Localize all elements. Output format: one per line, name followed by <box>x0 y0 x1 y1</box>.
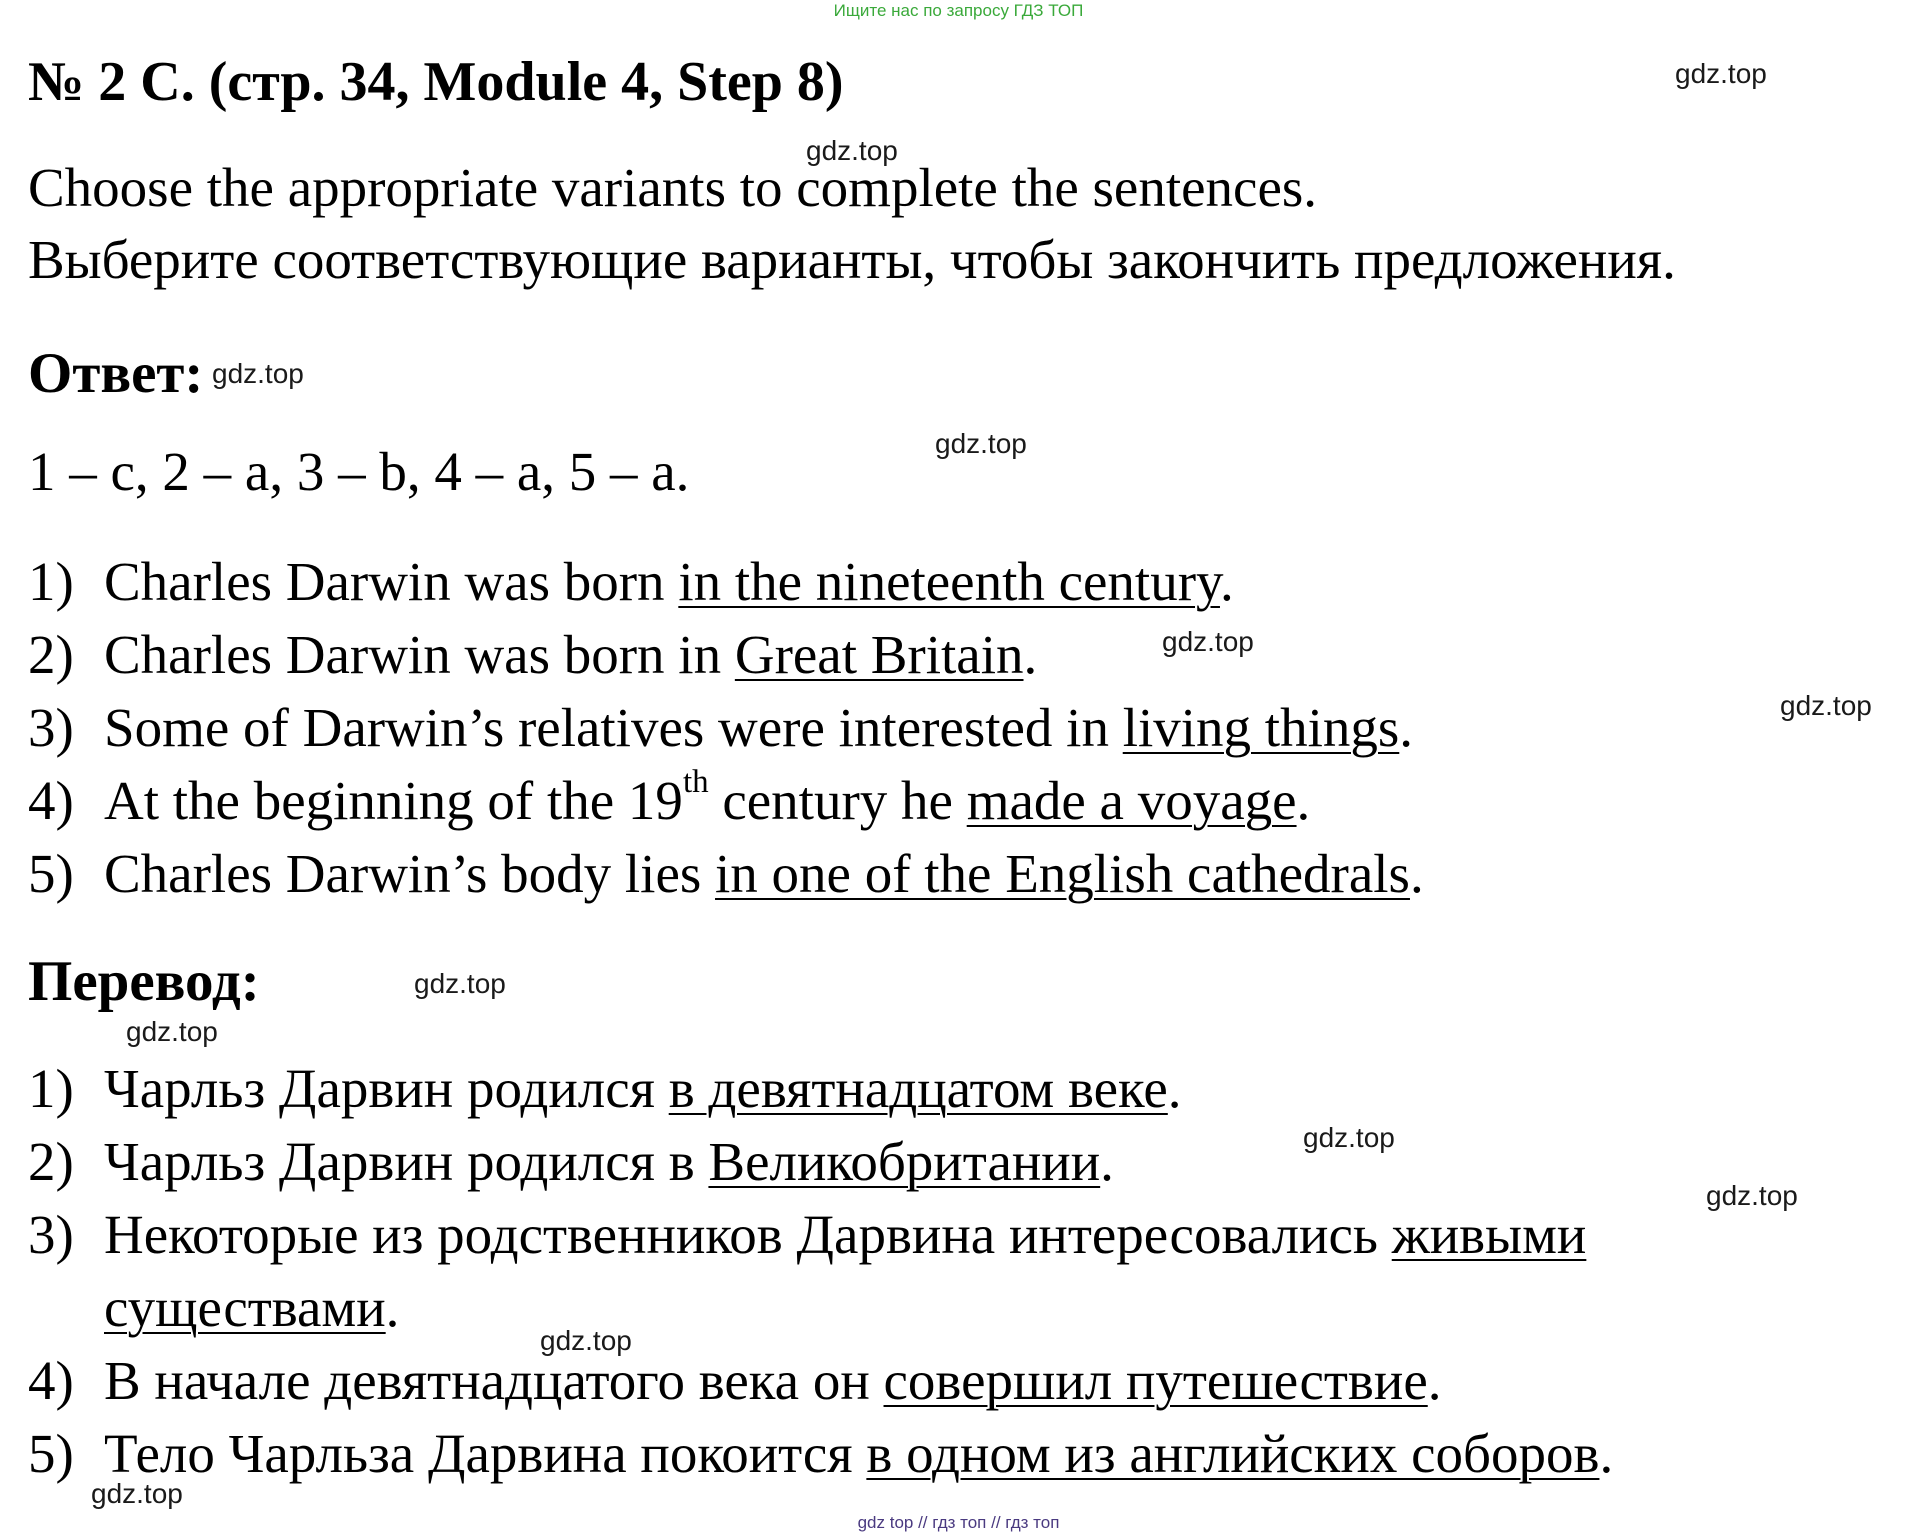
watermark: gdz.top <box>1706 1180 1798 1211</box>
watermark: gdz.top <box>540 1325 632 1356</box>
item-punct: . <box>1399 697 1414 758</box>
list-item <box>28 1417 1764 1490</box>
ordinal-suffix: th <box>682 763 709 800</box>
watermark: gdz.top <box>414 968 506 999</box>
item-number: 4) <box>28 770 74 831</box>
item-answer: made a voyage <box>966 770 1297 831</box>
item-punct: . <box>385 1277 400 1338</box>
item-text: Charles Darwin’s body lies <box>104 843 716 904</box>
item-text: Чарльз Дарвин родился в <box>104 1131 709 1192</box>
item-punct: . <box>1296 770 1311 831</box>
watermark: gdz.top <box>1675 58 1767 89</box>
item-text: Some of Darwin’s relatives were interested in <box>104 697 1123 758</box>
watermark: gdz.top <box>935 428 1027 459</box>
answer-list <box>28 545 1424 910</box>
watermark: gdz.top <box>1303 1122 1395 1153</box>
item-number: 3) <box>28 697 74 758</box>
item-answer: в одном из английских соборов <box>866 1423 1600 1484</box>
task-en: Choose the appropriate variants to complete the sentences. <box>28 157 1318 218</box>
task-ru: Выберите соответствующие варианты, чтобы закончить предложения. <box>28 229 1676 290</box>
watermark: gdz.top <box>126 1016 218 1047</box>
item-number: 1) <box>28 1058 74 1119</box>
page-title: № 2 C. (стр. 34, Module 4, Step 8) <box>28 51 844 113</box>
list-item <box>28 691 1424 764</box>
item-answer: в девятнадцатом веке <box>668 1058 1168 1119</box>
item-text: At the beginning of the 19 <box>104 770 683 831</box>
list-item <box>28 1125 1764 1198</box>
watermark: gdz.top <box>1162 626 1254 657</box>
task-instructions <box>28 152 1676 296</box>
item-answer: living things <box>1122 697 1400 758</box>
list-item <box>28 545 1424 618</box>
answer-heading: Ответ: <box>28 342 204 405</box>
item-answer: in the nineteenth century <box>678 551 1220 612</box>
item-answer: in one of the English cathedrals <box>715 843 1410 904</box>
item-text: Некоторые из родственников Дарвина интересовались <box>104 1204 1392 1265</box>
list-item <box>28 764 1424 837</box>
watermark: gdz.top <box>91 1478 183 1509</box>
item-number: 5) <box>28 1423 74 1484</box>
item-text: century he <box>708 770 967 831</box>
list-item <box>28 1344 1764 1417</box>
item-text: Charles Darwin was born in <box>104 624 735 685</box>
item-answer: Great Britain <box>734 624 1024 685</box>
item-number: 3) <box>28 1204 74 1265</box>
item-text: В начале девятнадцатого века он <box>104 1350 884 1411</box>
item-answer: совершил путешествие <box>883 1350 1428 1411</box>
item-number: 4) <box>28 1350 74 1411</box>
bottom-banner: gdz top // гдз топ // гдз топ <box>857 1513 1060 1532</box>
item-punct: . <box>1100 1131 1114 1192</box>
list-item <box>28 1052 1764 1125</box>
item-answer: Великобритании <box>708 1131 1101 1192</box>
top-banner: Ищите нас по запросу ГДЗ ТОП <box>833 1 1084 20</box>
item-text: Тело Чарльза Дарвина покоится <box>104 1423 867 1484</box>
item-answer: живыми существами <box>104 1204 1587 1338</box>
item-punct: . <box>1219 551 1234 612</box>
item-punct: . <box>1599 1423 1614 1484</box>
item-text: Charles Darwin was born <box>104 551 679 612</box>
list-item <box>28 1198 1764 1344</box>
item-text: Чарльз Дарвин родился <box>104 1058 669 1119</box>
translation-heading: Перевод: <box>28 950 260 1013</box>
item-punct: . <box>1427 1350 1442 1411</box>
item-punct: . <box>1023 624 1038 685</box>
item-punct: . <box>1409 843 1424 904</box>
item-punct: . <box>1167 1058 1182 1119</box>
watermark: gdz.top <box>806 135 898 166</box>
item-number: 2) <box>28 624 74 685</box>
translation-list <box>28 1052 1764 1490</box>
watermark: gdz.top <box>212 358 304 389</box>
answer-key: 1 – c, 2 – a, 3 – b, 4 – a, 5 – a. <box>28 441 690 502</box>
item-number: 5) <box>28 843 74 904</box>
list-item <box>28 837 1424 910</box>
item-number: 1) <box>28 551 74 612</box>
item-number: 2) <box>28 1131 74 1192</box>
watermark: gdz.top <box>1780 690 1872 721</box>
